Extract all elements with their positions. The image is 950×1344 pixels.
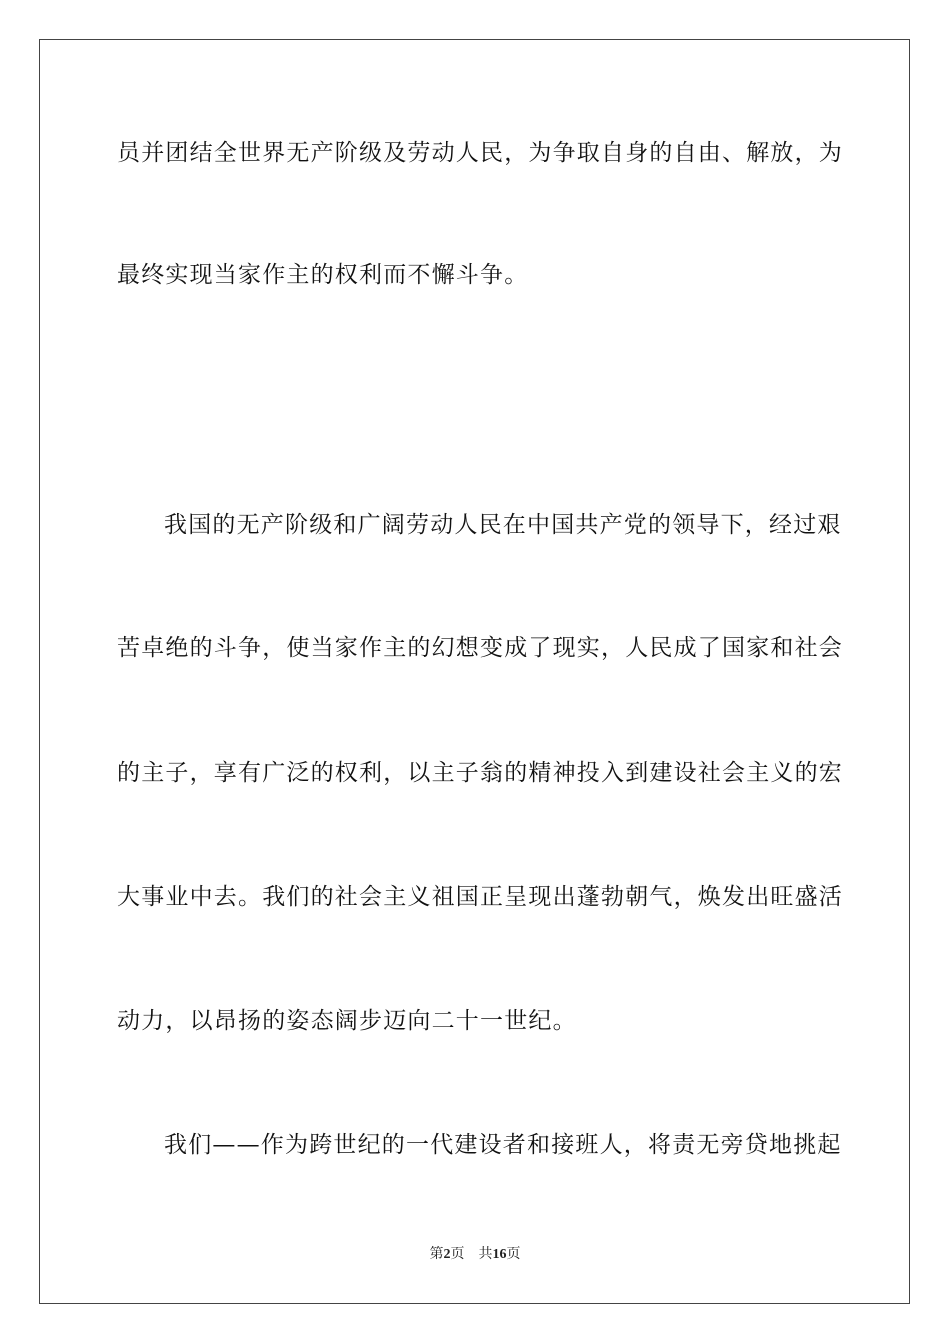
- body-text-line: 大事业中去。我们的社会主义祖国正呈现出蓬勃朝气，焕发出旺盛活: [117, 884, 843, 910]
- total-prefix: 共: [478, 1247, 493, 1262]
- total-pages: 16: [492, 1247, 507, 1262]
- page-border: [39, 39, 910, 1304]
- total-suffix: 页: [506, 1247, 521, 1262]
- body-text-line: 动力，以昂扬的姿态阔步迈向二十一世纪。: [117, 1008, 577, 1034]
- page-footer: [0, 1246, 950, 1264]
- body-text-line: 我们——作为跨世纪的一代建设者和接班人，将责无旁贷地挑起: [164, 1132, 842, 1158]
- body-text-line: 我国的无产阶级和广阔劳动人民在中国共产党的领导下，经过艰: [164, 512, 842, 538]
- body-text-line: 的主子，享有广泛的权利，以主子翁的精神投入到建设社会主义的宏: [117, 760, 843, 786]
- body-text-line: 苦卓绝的斗争，使当家作主的幻想变成了现实，人民成了国家和社会: [117, 635, 843, 661]
- page-number: 2: [443, 1247, 451, 1262]
- page-prefix: 第: [429, 1247, 444, 1262]
- page-suffix: 页: [450, 1247, 465, 1262]
- body-text-line: 员并团结全世界无产阶级及劳动人民，为争取自身的自由、解放，为: [117, 140, 843, 166]
- body-text-line: 最终实现当家作主的权利而不懈斗争。: [117, 262, 529, 288]
